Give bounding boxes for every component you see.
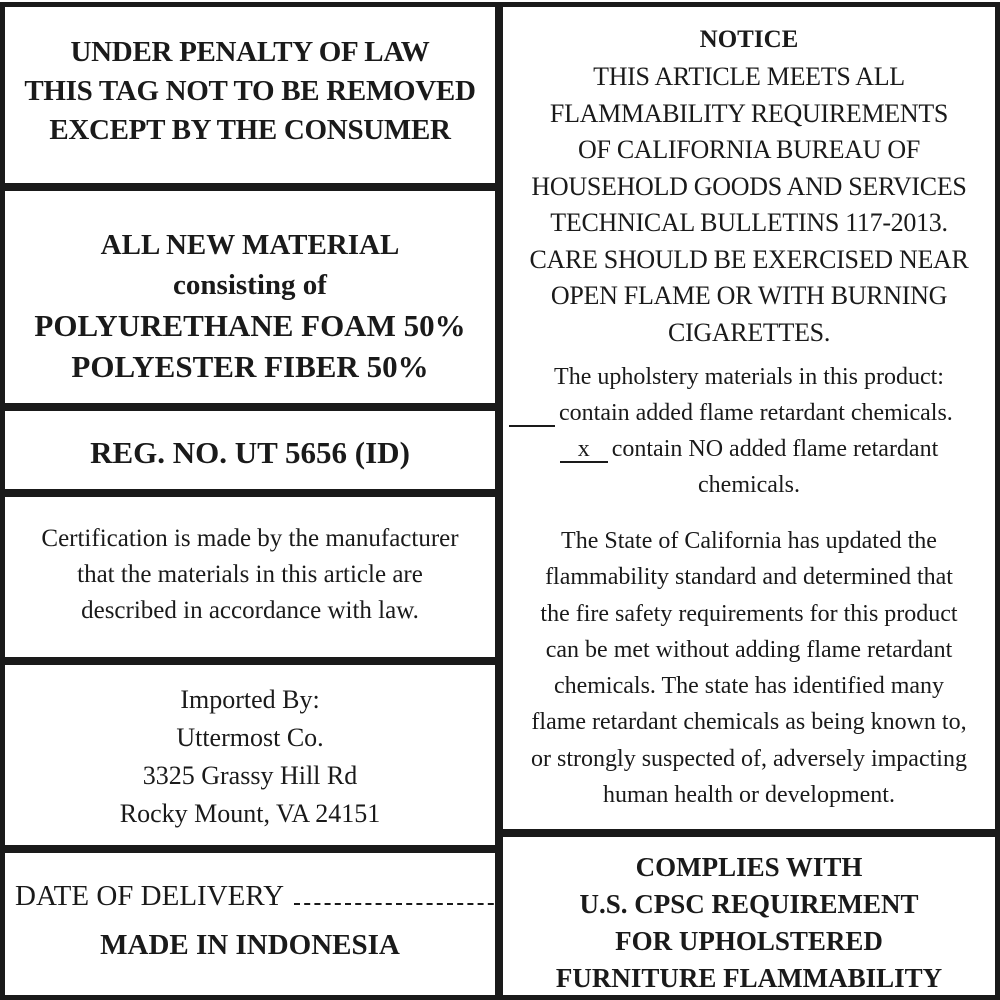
- upholstery-disclosure: [503, 351, 995, 503]
- material-item: POLYESTER FIBER 50%: [71, 349, 429, 384]
- state-text-line: chemicals. The state has identified many: [553, 673, 945, 700]
- delivery-box: [0, 848, 500, 1000]
- certification-line: described in accordance with law.: [81, 597, 419, 624]
- state-text-line: human health or development.: [603, 782, 895, 809]
- state-text-line: flame retardant chemicals as being known to,: [531, 709, 967, 736]
- state-text-line: the fire safety requirements for this product: [540, 600, 958, 627]
- material-heading: ALL NEW MATERIAL: [100, 229, 400, 261]
- certification-line: Certification is made by the manufacturer: [41, 525, 459, 552]
- registration-box: [0, 406, 500, 494]
- law-tag-line: UNDER PENALTY OF LAW: [70, 36, 430, 68]
- cpsc-line: U.S. CPSC REQUIREMENT: [579, 889, 919, 919]
- notice-requirement-line: FLAMMABILITY REQUIREMENTS: [549, 98, 949, 128]
- notice-requirement-line: TECHNICAL BULLETINS 117-2013.: [550, 208, 948, 237]
- cpsc-line: COMPLIES WITH: [635, 852, 863, 882]
- registration-number: REG. NO. UT 5656 (ID): [90, 435, 410, 470]
- notice-requirement-line: OPEN FLAME OR WITH BURNING: [550, 281, 948, 310]
- importer-city: Rocky Mount, VA 24151: [119, 799, 381, 828]
- notice-requirement-line: CIGARETTES.: [667, 317, 831, 347]
- notice-box: [498, 2, 1000, 834]
- material-box: [0, 186, 500, 408]
- option-none-label: contain NO added flame retardant: [611, 436, 939, 462]
- upholstery-intro: The upholstery materials in this product:: [554, 364, 944, 390]
- law-tag-line: EXCEPT BY THE CONSUMER: [49, 114, 451, 146]
- importer-name: Uttermost Co.: [176, 723, 324, 752]
- option-added-checkbox: [509, 401, 555, 427]
- notice-requirement-line: OF CALIFORNIA BUREAU OF: [578, 135, 920, 164]
- delivery-date-label: DATE OF DELIVERY: [15, 880, 285, 912]
- importer-label: Imported By:: [180, 685, 320, 714]
- state-text-line: flammability standard and determined that: [545, 564, 953, 591]
- option-none-label-cont: chemicals.: [698, 472, 800, 498]
- notice-title: NOTICE: [699, 26, 799, 53]
- certification-line: that the materials in this article are: [77, 561, 423, 588]
- law-tag-line: THIS TAG NOT TO BE REMOVED: [24, 75, 476, 107]
- delivery-date-blank: [294, 879, 504, 905]
- material-item: POLYURETHANE FOAM 50%: [34, 308, 466, 343]
- country-of-origin: MADE IN INDONESIA: [100, 929, 400, 961]
- option-none-checkbox: x: [560, 437, 608, 463]
- notice-requirement-line: THIS ARTICLE MEETS ALL: [593, 62, 905, 91]
- cpsc-compliance-box: [498, 832, 1000, 1000]
- notice-requirement-line: HOUSEHOLD GOODS AND SERVICES: [531, 171, 967, 201]
- state-text-line: or strongly suspected of, adversely impacting: [531, 745, 967, 772]
- law-tag-box: [0, 2, 500, 188]
- certification-box: [0, 492, 500, 662]
- notice-requirement-line: CARE SHOULD BE EXERCISED NEAR: [529, 244, 969, 274]
- cpsc-line: FURNITURE FLAMMABILITY: [555, 963, 943, 993]
- option-added-label: contain added flame retardant chemicals.: [559, 400, 953, 426]
- cpsc-line: FOR UPHOLSTERED: [615, 926, 883, 956]
- material-sub: consisting of: [173, 269, 327, 301]
- importer-box: [0, 660, 500, 850]
- state-text-line: The State of California has updated the: [561, 528, 937, 554]
- state-text-line: can be met without adding flame retardant: [545, 636, 953, 663]
- importer-street: 3325 Grassy Hill Rd: [142, 761, 358, 790]
